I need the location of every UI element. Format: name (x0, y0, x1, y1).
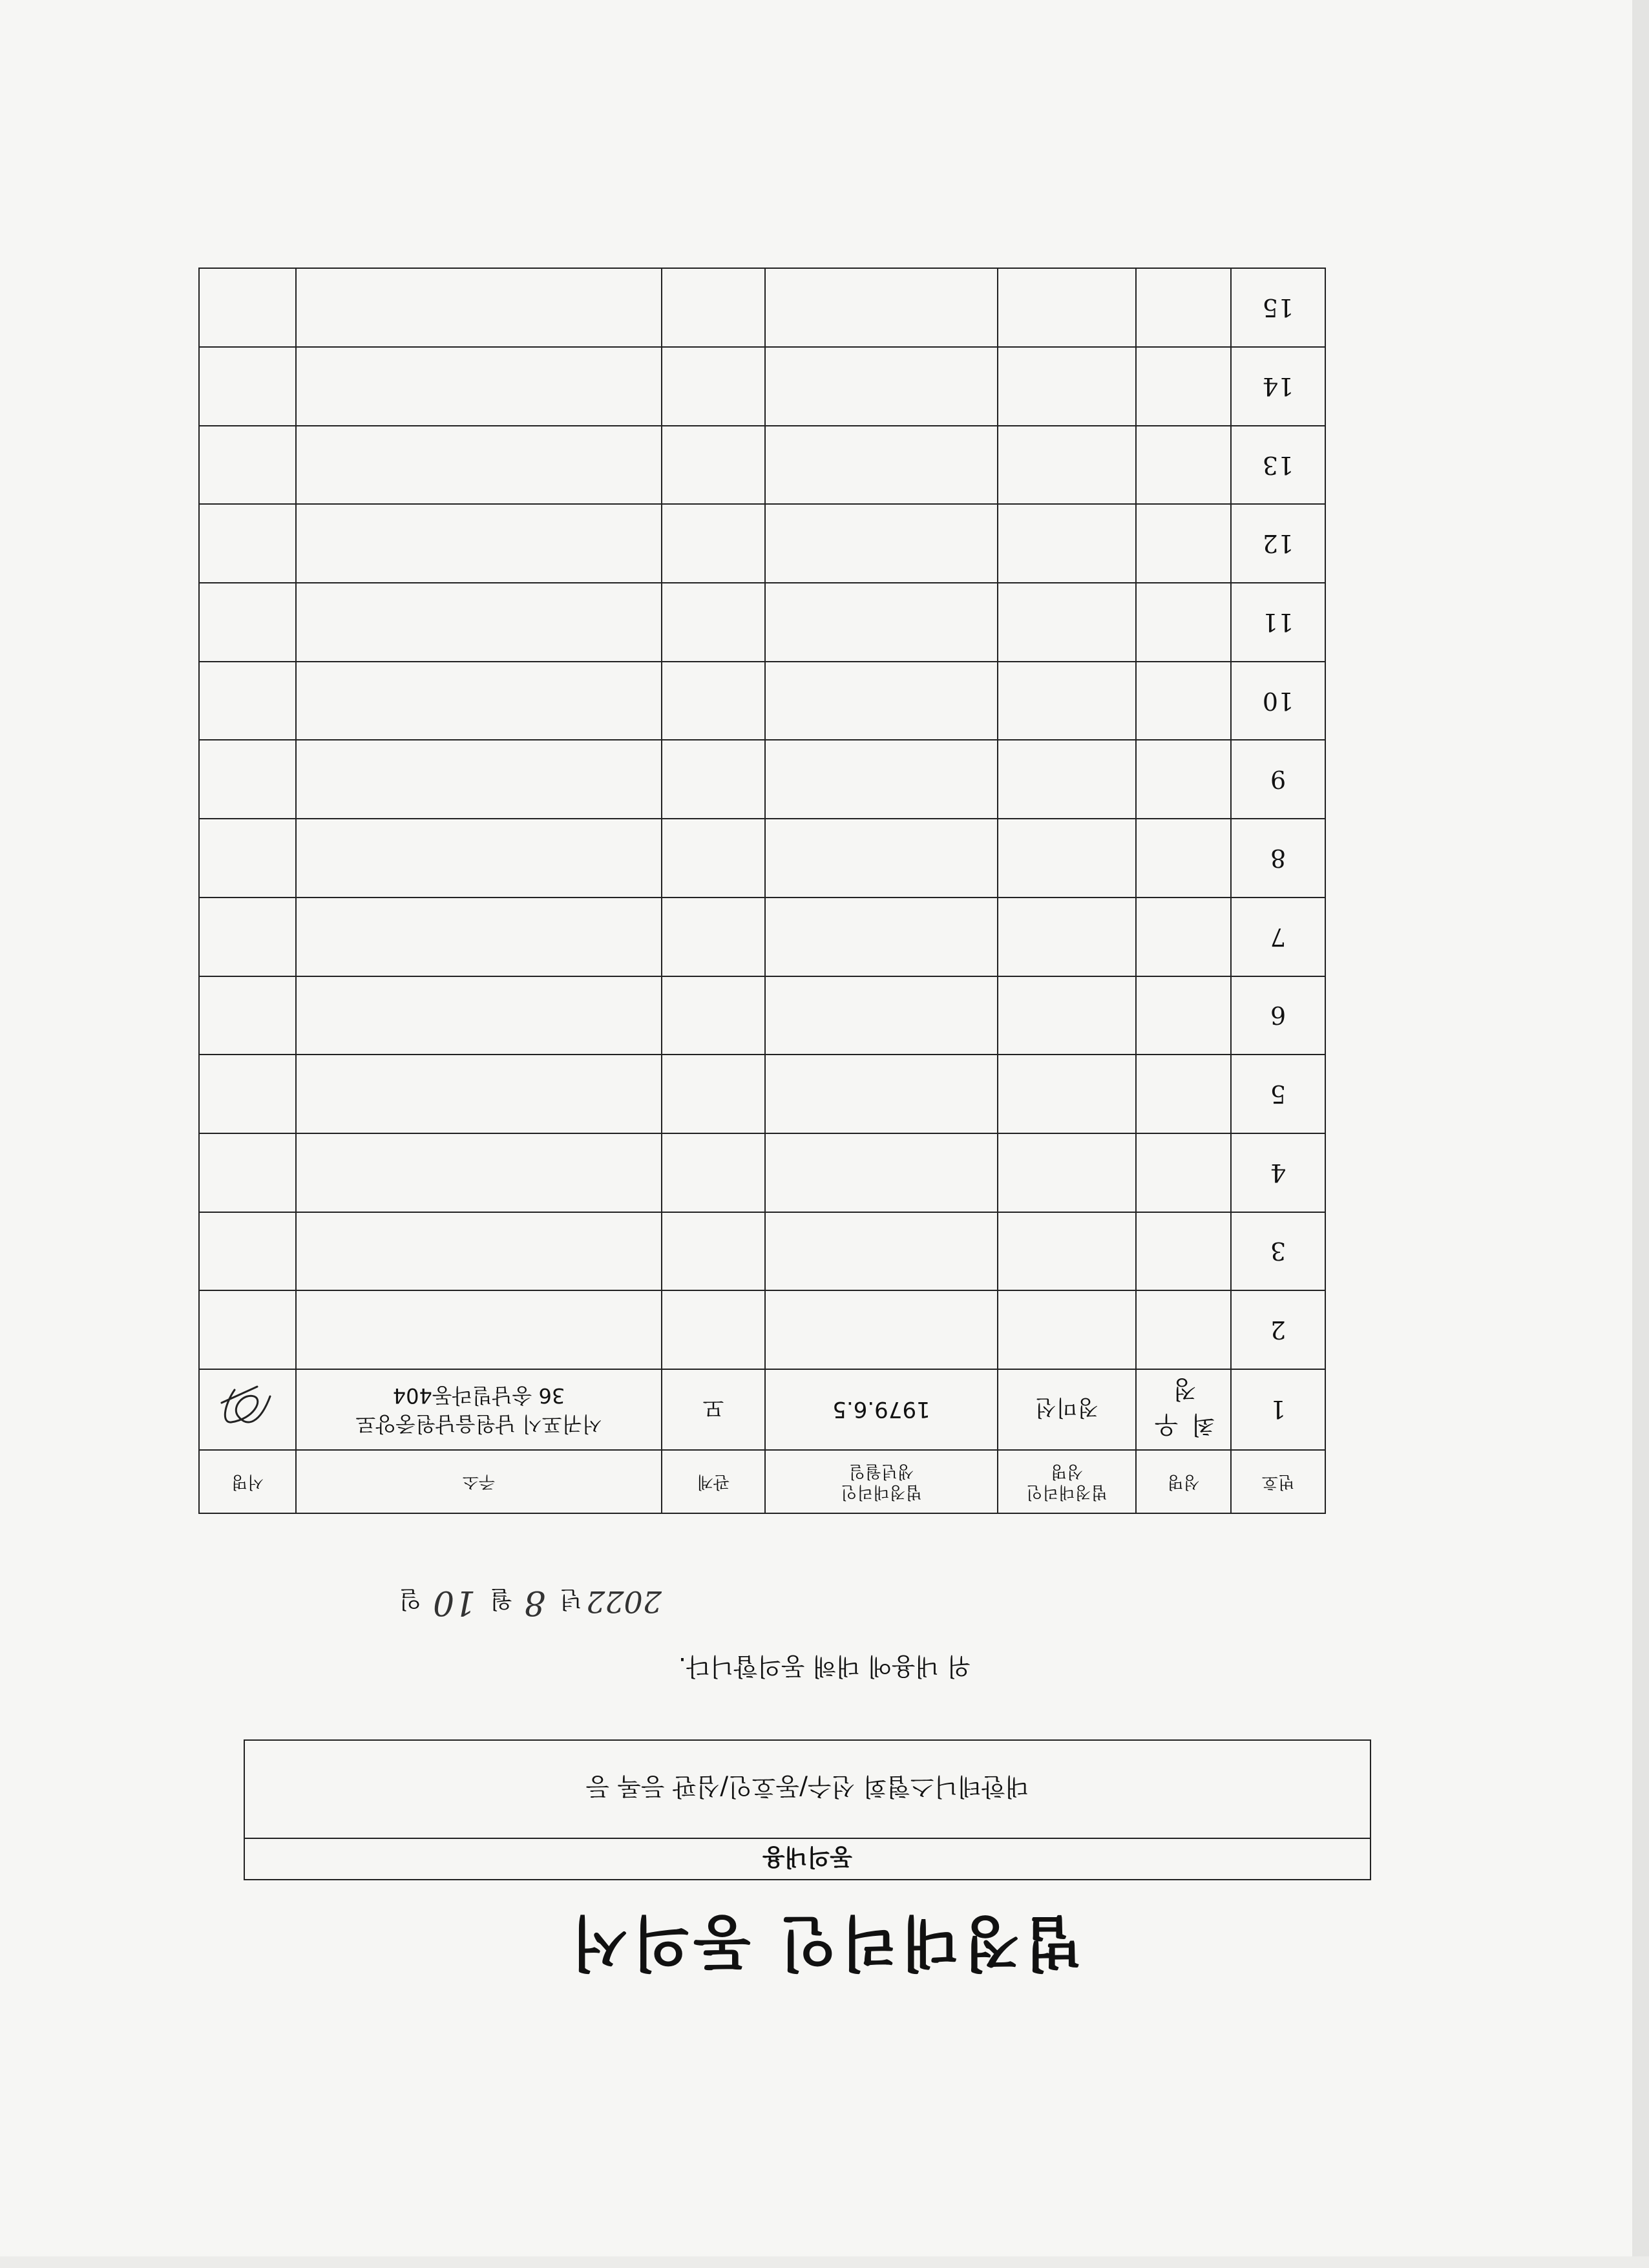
guardian-birth: 1979.6.5 (765, 1369, 998, 1450)
guardian-name: 정미선 (998, 1369, 1136, 1450)
row-number: 11 (1231, 583, 1325, 662)
year-label: 년 (560, 1586, 582, 1612)
row-number: 3 (1231, 1212, 1325, 1291)
handwritten-year: 2022 (585, 1584, 662, 1619)
header-signature: 서명 (199, 1450, 296, 1513)
table-row (199, 268, 1325, 347)
handwritten-month: 8 (524, 1583, 546, 1622)
document-title: 법정대리인 동의서 (567, 1908, 1082, 1977)
table-row (199, 583, 1325, 662)
row-number: 9 (1231, 740, 1325, 819)
consent-heading: 동의내용 (245, 1838, 1370, 1879)
table-row (199, 504, 1325, 583)
header-guardian-name: 법정대리인 성명 (998, 1450, 1136, 1513)
table-row (199, 898, 1325, 976)
table-row (199, 740, 1325, 819)
guardian-table (198, 268, 1326, 1514)
table-header-row (199, 1450, 1325, 1513)
member-name: 최 우 정 (1136, 1369, 1231, 1450)
row-number: 1 (1231, 1369, 1325, 1450)
row-number: 6 (1231, 976, 1325, 1055)
address (296, 1369, 662, 1450)
address-line-1: 서귀포시 남원읍남원중앙로 (355, 1411, 602, 1436)
header-number: 번호 (1231, 1450, 1325, 1513)
row-number: 15 (1231, 268, 1325, 347)
table-row (199, 819, 1325, 898)
row-number: 5 (1231, 1055, 1325, 1133)
header-name: 성명 (1136, 1450, 1231, 1513)
month-label: 월 (490, 1586, 513, 1612)
row-number: 12 (1231, 504, 1325, 583)
row-number: 7 (1231, 898, 1325, 976)
row-number: 14 (1231, 347, 1325, 426)
row-number: 2 (1231, 1290, 1325, 1369)
handwritten-signature (212, 1378, 283, 1442)
row-number: 4 (1231, 1133, 1325, 1212)
address-line-2: 36 송남빌라동404 (392, 1383, 565, 1409)
header-address: 주소 (296, 1450, 662, 1513)
signature-cell (199, 1369, 296, 1450)
table-row (199, 976, 1325, 1055)
table-row (199, 1133, 1325, 1212)
header-guardian-birth: 법정대리인 생년월일 (765, 1450, 998, 1513)
scan-edge (0, 2256, 1649, 2268)
agreement-statement: 위 내용에 대해 동의합니다. (678, 1652, 971, 1681)
table-row (199, 1290, 1325, 1369)
header-relation: 관계 (662, 1450, 765, 1513)
consent-section (244, 1739, 1371, 1880)
table-row (199, 1212, 1325, 1291)
table-row (199, 426, 1325, 505)
consent-body: 대한테니스협회 선수/동호인/심판 등록 등 (585, 1772, 1029, 1801)
date-line (390, 1583, 667, 1622)
table-row (199, 347, 1325, 426)
table-row (199, 1055, 1325, 1133)
relation: 모 (662, 1369, 765, 1450)
table-row (199, 1369, 1325, 1450)
table-row (199, 662, 1325, 740)
row-number: 8 (1231, 819, 1325, 898)
row-number: 13 (1231, 426, 1325, 505)
handwritten-day: 10 (433, 1583, 476, 1622)
day-label: 일 (399, 1586, 422, 1612)
row-number: 10 (1231, 662, 1325, 740)
